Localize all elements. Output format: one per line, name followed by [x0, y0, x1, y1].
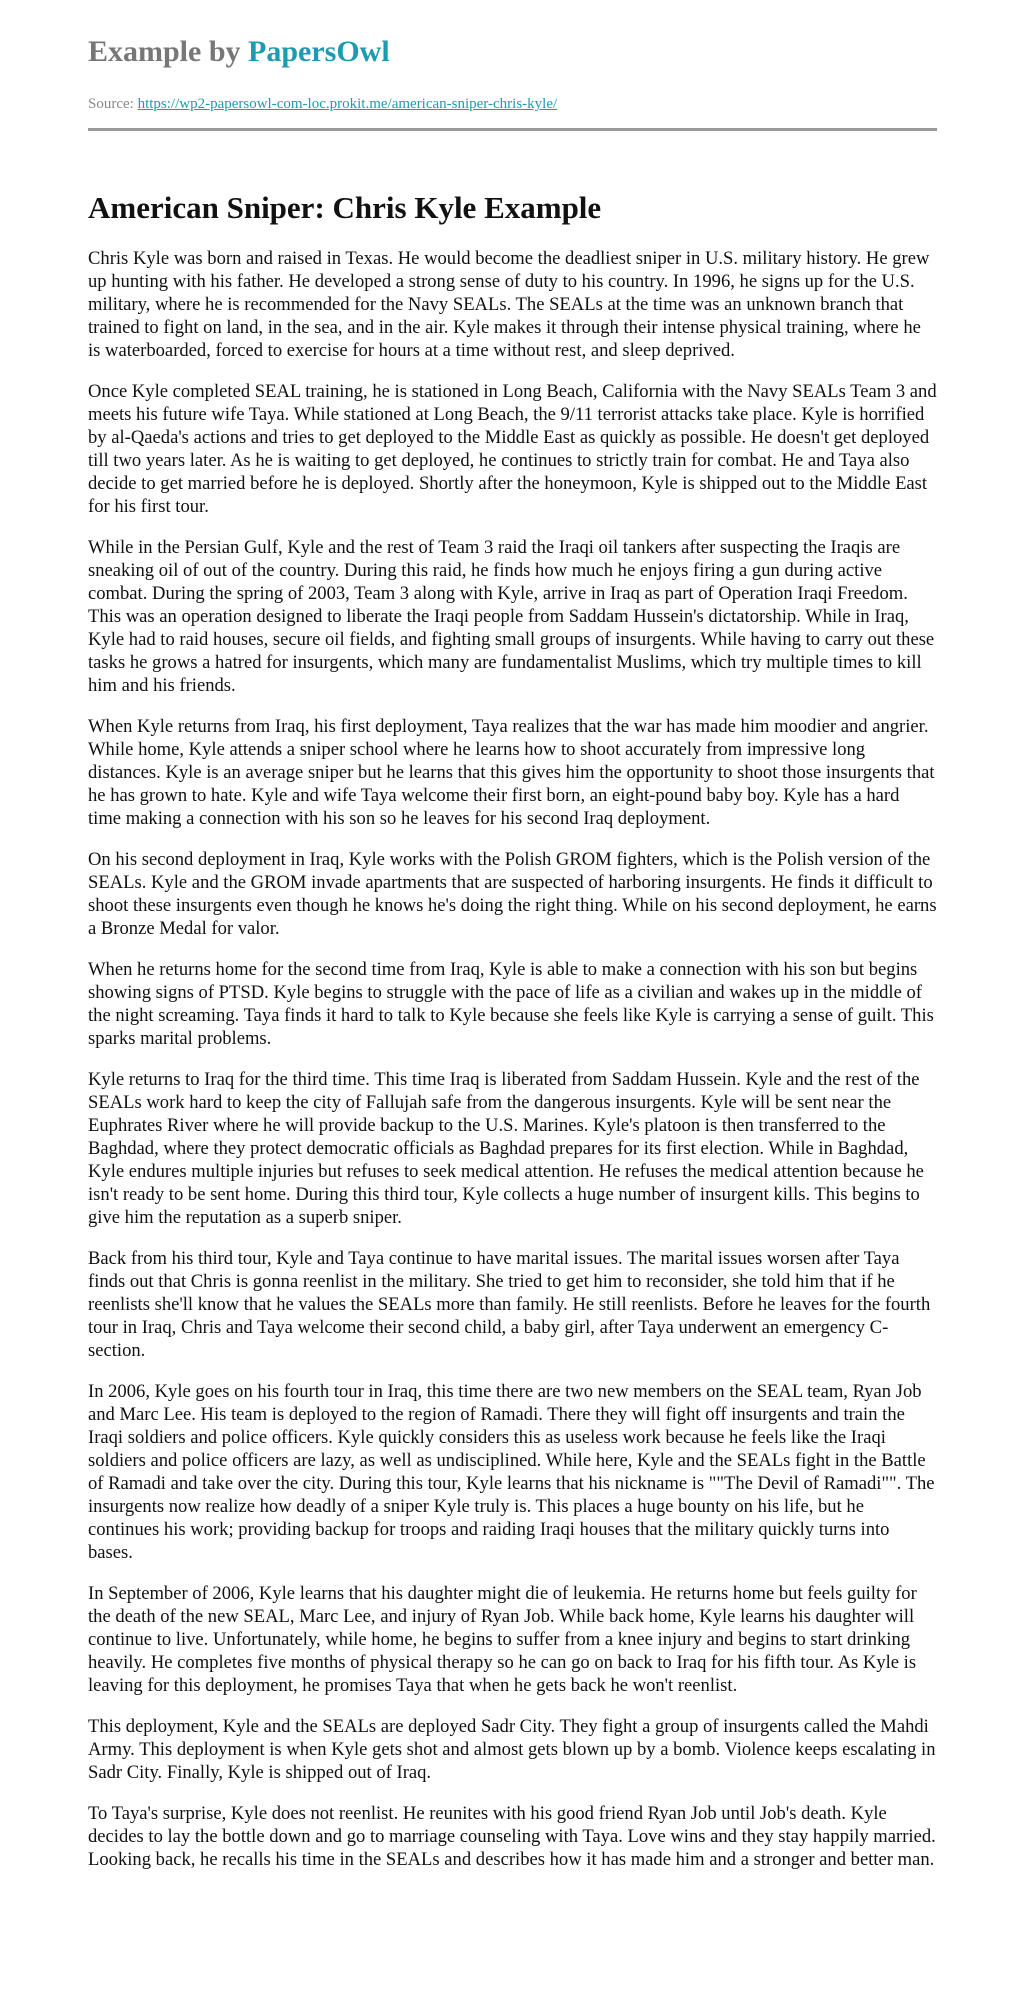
paragraph: On his second deployment in Iraq, Kyle works with the Polish GROM fighters, which is the Polish version of the SEALs. Kyle and the GROM invade apartments that are suspected of harboring insurgents. He finds it difficult to shoot these insurgents even though he knows he's doing the right thing. While on his second deployment, he earns a Bronze Medal for valor. — [88, 849, 937, 939]
paragraph: Chris Kyle was born and raised in Texas. He would become the deadliest sniper in U.S. military history. He grew up hunting with his father. He developed a strong sense of duty to his country. In 1996, he signs up for the U.S. military, where he is recommended for the Navy SEALs. The SEALs at the time was an unknown branch that trained to fight on land, in the sea, and in the air. Kyle makes it through their intense physical training, where he is waterboarded, forced to exercise for hours at a time without rest, and sleep deprived. — [88, 248, 930, 361]
source-label: Source: — [88, 96, 138, 112]
source-link[interactable]: https://wp2-papersowl-com-loc.prokit.me/american-sniper-chris-kyle/ — [137, 96, 558, 112]
brand-line — [88, 32, 937, 72]
source-line — [88, 94, 937, 114]
paragraph: Kyle returns to Iraq for the third time. This time Iraq is liberated from Saddam Hussein. Kyle and the rest of the SEALs work hard to keep the city of Fallujah safe from the dangerous insurgents. Kyle will be sent near the Euphrates River where he will provide backup to the U.S. Marines. Kyle's platoon is then transferred to the Baghdad, where they protect democratic officials as Baghdad prepares for its first election. While in Baghdad, Kyle endures multiple injuries but refuses to seek medical attention. He refuses the medical attention because he isn't ready to be sent home. During this third tour, Kyle collects a huge number of insurgent kills. This begins to give him the reputation as a superb sniper. — [88, 1069, 924, 1228]
page-title: American Sniper: Chris Kyle Example — [88, 190, 602, 225]
header — [88, 0, 937, 131]
brand-prefix: Example by — [88, 35, 249, 68]
document-page — [88, 0, 937, 1889]
paragraph: Back from his third tour, Kyle and Taya continue to have marital issues. The marital issues worsen after Taya finds out that Chris is gonna reenlist in the military. She tried to get him to reconsider, she told him that if he reenlists she'll know that he values the SEALs more than family. He still reenlists. Before he leaves for the fourth tour in Iraq, Chris and Taya welcome their second child, a baby girl, after Taya underwent an emergency C-section. — [88, 1248, 931, 1361]
paragraph: This deployment, Kyle and the SEALs are deployed Sadr City. They fight a group of insurgents called the Mahdi Army. This deployment is when Kyle gets shot and almost gets blown up by a bomb. Violence keeps escalating in Sadr City. Finally, Kyle is shipped out of Iraq. — [88, 1716, 936, 1783]
article-body — [88, 247, 937, 1871]
paragraph: When he returns home for the second time from Iraq, Kyle is able to make a connection with his son but begins showing signs of PTSD. Kyle begins to struggle with the pace of life as a civilian and wakes up in the middle of the night screaming. Taya finds it hard to talk to Kyle because she feels like Kyle is carrying a sense of guilt. This sparks marital problems. — [88, 959, 934, 1049]
paragraph: While in the Persian Gulf, Kyle and the rest of Team 3 raid the Iraqi oil tankers after suspecting the Iraqis are sneaking oil of out of the country. During this raid, he finds how much he enjoys firing a gun during active combat. During the spring of 2003, Team 3 along with Kyle, arrive in Iraq as part of Operation Iraqi Freedom. This was an operation designed to liberate the Iraqi people from Saddam Hussein's dictatorship. While in Iraq, Kyle had to raid houses, secure oil fields, and fighting small groups of insurgents. While having to carry out these tasks he grows a hatred for insurgents, which many are fundamentalist Muslims, which try multiple times to kill him and his friends. — [88, 537, 935, 696]
paragraph: When Kyle returns from Iraq, his first deployment, Taya realizes that the war has made him moodier and angrier. While home, Kyle attends a sniper school where he learns how to shoot accurately from impressive long distances. Kyle is an average sniper but he learns that this gives him the opportunity to shoot those insurgents that he has grown to hate. Kyle and wife Taya welcome their first born, an eight-pound baby boy. Kyle has a hard time making a connection with his son so he leaves for his second Iraq deployment. — [88, 716, 935, 829]
paragraph: In 2006, Kyle goes on his fourth tour in Iraq, this time there are two new members on the SEAL team, Ryan Job and Marc Lee. His team is deployed to the region of Ramadi. There they will fight off insurgents and train the Iraqi soldiers and police officers. Kyle quickly considers this as useless work because he feels like the Iraqi soldiers and police officers are lazy, as well as undisciplined. While here, Kyle and the SEALs fight in the Battle of Ramadi and take over the city. During this tour, Kyle learns that his nickname is ""The Devil of Ramadi"". The insurgents now realize how deadly of a sniper Kyle truly is. This places a huge bounty on his life, but he continues his work; providing backup for troops and raiding Iraqi houses that the military quickly turns into bases. — [88, 1381, 935, 1563]
paragraph: Once Kyle completed SEAL training, he is stationed in Long Beach, California with the Navy SEALs Team 3 and meets his future wife Taya. While stationed at Long Beach, the 9/11 terrorist attacks take place. Kyle is horrified by al-Qaeda's actions and tries to get deployed to the Middle East as quickly as possible. He doesn't get deployed till two years later. As he is waiting to get deployed, he continues to strictly train for combat. He and Taya also decide to get married before he is deployed. Shortly after the honeymoon, Kyle is shipped out to the Middle East for his first tour. — [88, 381, 937, 517]
paragraph: In September of 2006, Kyle learns that his daughter might die of leukemia. He returns home but feels guilty for the death of the new SEAL, Marc Lee, and injury of Ryan Job. While back home, Kyle learns his daughter will continue to live. Unfortunately, while home, he begins to suffer from a knee injury and begins to start drinking heavily. He completes five months of physical therapy so he can go on back to Iraq for his fifth tour. As Kyle is leaving for this deployment, he promises Taya that when he gets back he won't reenlist. — [88, 1583, 917, 1696]
paragraph: To Taya's surprise, Kyle does not reenlist. He reunites with his good friend Ryan Job until Job's death. Kyle decides to lay the bottle down and go to marriage counseling with Taya. Love wins and they stay happily married. Looking back, he recalls his time in the SEALs and describes how it has made him and a stronger and better man. — [88, 1803, 936, 1870]
brand-name: PapersOwl — [248, 35, 390, 68]
header-divider — [88, 128, 937, 131]
